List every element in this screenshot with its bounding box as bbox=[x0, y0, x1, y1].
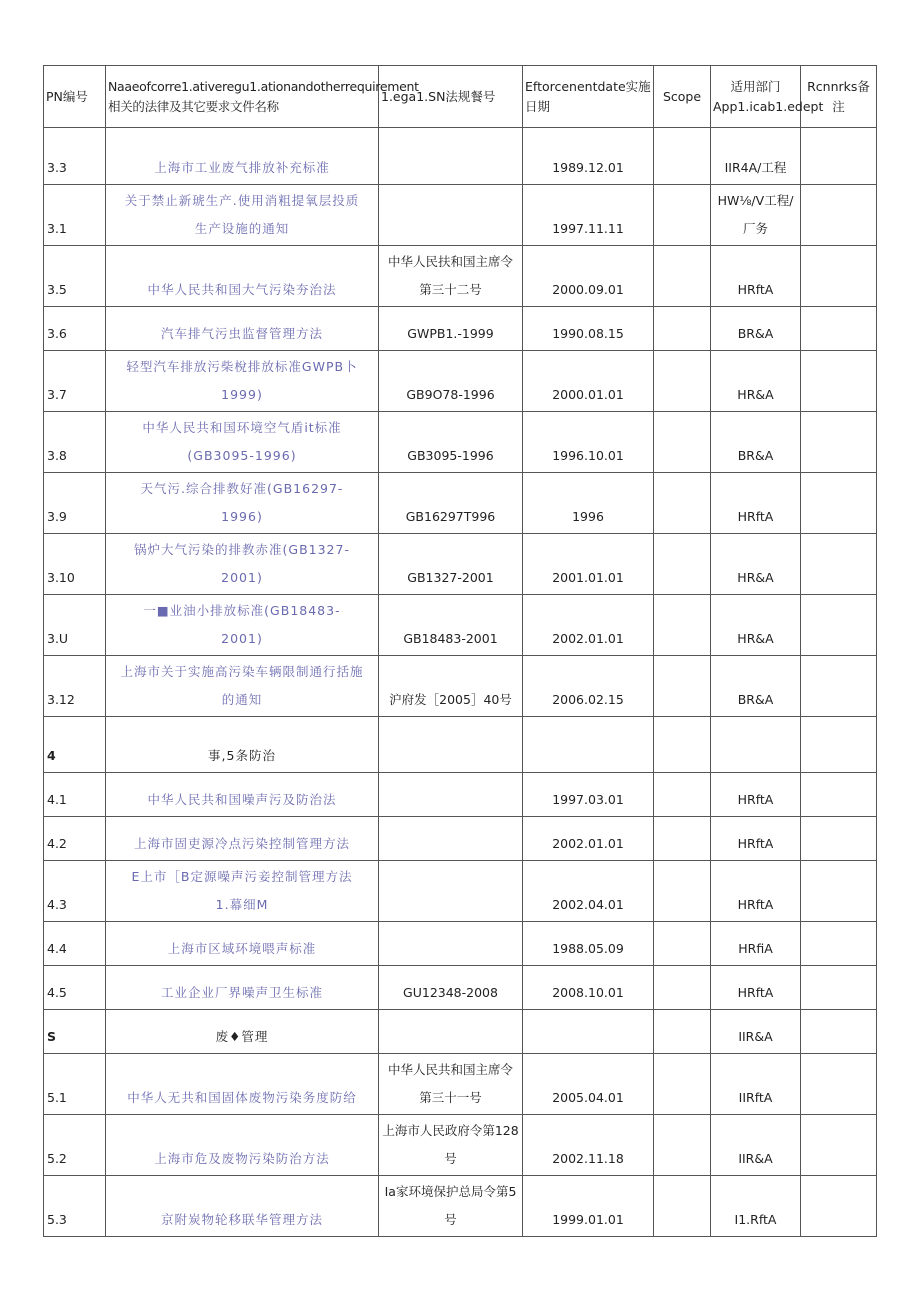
row-date-text: 1988.05.09 bbox=[552, 941, 624, 956]
row-dept bbox=[711, 966, 801, 1010]
table-row bbox=[44, 307, 877, 351]
row-dept-text: HRftA bbox=[737, 509, 774, 524]
header-remarks: Rcnnrks备注 bbox=[801, 66, 877, 128]
row-scope bbox=[654, 534, 711, 595]
row-name-text: 1996) bbox=[221, 509, 263, 524]
row-pn-text: 3.9 bbox=[47, 509, 67, 524]
row-remarks bbox=[801, 351, 877, 412]
row-remarks bbox=[801, 1010, 877, 1054]
row-name-text: 事,5条防治 bbox=[208, 748, 276, 763]
row-dept-text: HRftA bbox=[737, 836, 774, 851]
row-dept-text: IIRftA bbox=[738, 1090, 773, 1105]
row-pn-text: 5.3 bbox=[47, 1212, 67, 1227]
row-name-text: 1.幕细M bbox=[215, 897, 269, 912]
row-dept-text: HRftA bbox=[737, 985, 774, 1000]
table-body bbox=[44, 128, 877, 1237]
row-pn bbox=[44, 185, 106, 246]
row-scope bbox=[654, 817, 711, 861]
row-scope bbox=[654, 307, 711, 351]
table-row bbox=[44, 922, 877, 966]
row-date bbox=[523, 473, 654, 534]
row-date-text: 1997.03.01 bbox=[552, 792, 624, 807]
row-scope bbox=[654, 717, 711, 773]
row-legal bbox=[379, 717, 523, 773]
row-pn-text: 3.1 bbox=[47, 221, 67, 236]
row-date bbox=[523, 128, 654, 185]
row-date bbox=[523, 1115, 654, 1176]
row-pn-text: 4 bbox=[47, 748, 56, 763]
row-scope bbox=[654, 128, 711, 185]
row-name-text: 天气污.综合排教好准(GB16297- bbox=[140, 481, 344, 496]
row-pn-text: 4.1 bbox=[47, 792, 67, 807]
row-remarks bbox=[801, 246, 877, 307]
row-pn-text: 3.7 bbox=[47, 387, 67, 402]
table-row bbox=[44, 861, 877, 922]
row-dept-text: HRfiA bbox=[738, 941, 773, 956]
row-dept-text: I1.RftA bbox=[734, 1212, 777, 1227]
row-pn-text: 5.1 bbox=[47, 1090, 67, 1105]
row-dept bbox=[711, 773, 801, 817]
row-scope bbox=[654, 966, 711, 1010]
row-legal-text: 令第三十二号 bbox=[419, 254, 514, 297]
row-remarks bbox=[801, 656, 877, 717]
row-name-text: 2001) bbox=[221, 570, 263, 585]
row-legal bbox=[379, 656, 523, 717]
row-name bbox=[106, 1010, 379, 1054]
row-pn bbox=[44, 246, 106, 307]
table-row bbox=[44, 966, 877, 1010]
row-dept-text: HRftA bbox=[737, 792, 774, 807]
table-row bbox=[44, 246, 877, 307]
row-scope bbox=[654, 1054, 711, 1115]
row-legal-text: 中华人民扶和国主席 bbox=[387, 254, 501, 269]
row-pn bbox=[44, 128, 106, 185]
row-dept bbox=[711, 1010, 801, 1054]
row-date bbox=[523, 717, 654, 773]
table-row bbox=[44, 595, 877, 656]
row-legal bbox=[379, 1176, 523, 1237]
row-remarks bbox=[801, 128, 877, 185]
row-scope bbox=[654, 1115, 711, 1176]
table-row bbox=[44, 351, 877, 412]
row-dept bbox=[711, 246, 801, 307]
row-legal bbox=[379, 817, 523, 861]
row-pn bbox=[44, 534, 106, 595]
row-name-text: (GB3095-1996) bbox=[187, 448, 297, 463]
row-pn bbox=[44, 412, 106, 473]
row-date-text: 1989.12.01 bbox=[552, 160, 624, 175]
row-legal-text: 令第三十一号 bbox=[419, 1062, 514, 1105]
row-date-text: 2001.01.01 bbox=[552, 570, 624, 585]
row-name-text: 废♦管理 bbox=[215, 1029, 269, 1044]
row-date-text: 2002.01.01 bbox=[552, 631, 624, 646]
row-pn-text: 3.5 bbox=[47, 282, 67, 297]
row-name-text: 中华人民共和国环境空气盾it标准 bbox=[142, 420, 342, 435]
row-name bbox=[106, 1176, 379, 1237]
row-name bbox=[106, 817, 379, 861]
table-row bbox=[44, 128, 877, 185]
row-date bbox=[523, 595, 654, 656]
row-dept-text: HRftA bbox=[737, 282, 774, 297]
row-legal-text: GB18483-2001 bbox=[403, 631, 498, 646]
row-name bbox=[106, 473, 379, 534]
row-scope bbox=[654, 656, 711, 717]
row-date-text: 1996.10.01 bbox=[552, 448, 624, 463]
row-name bbox=[106, 128, 379, 185]
row-name-text: 上海市区域环境喂声标准 bbox=[167, 941, 317, 956]
row-dept bbox=[711, 595, 801, 656]
row-dept-text: HR&A bbox=[737, 570, 774, 585]
row-scope bbox=[654, 922, 711, 966]
row-remarks bbox=[801, 1054, 877, 1115]
row-legal bbox=[379, 1010, 523, 1054]
row-remarks bbox=[801, 922, 877, 966]
row-remarks bbox=[801, 185, 877, 246]
row-date-text: 2002.04.01 bbox=[552, 897, 624, 912]
row-name-text: 京附炭物轮移联华管理方法 bbox=[160, 1212, 323, 1227]
row-name bbox=[106, 1054, 379, 1115]
row-dept-text: HW⅛/V工程 bbox=[717, 193, 790, 208]
header-pn: PN编号 bbox=[44, 66, 106, 128]
row-dept-text: IIR&A bbox=[738, 1029, 773, 1044]
row-legal bbox=[379, 922, 523, 966]
row-remarks bbox=[801, 817, 877, 861]
row-pn bbox=[44, 351, 106, 412]
row-name bbox=[106, 185, 379, 246]
row-dept bbox=[711, 534, 801, 595]
row-pn bbox=[44, 1010, 106, 1054]
row-dept bbox=[711, 412, 801, 473]
row-scope bbox=[654, 1176, 711, 1237]
row-date-text: 1999.01.01 bbox=[552, 1212, 624, 1227]
row-dept-text: HR&A bbox=[737, 631, 774, 646]
table-row bbox=[44, 412, 877, 473]
row-name-text: 锅炉大气污染的排教赤准(GB1327- bbox=[134, 542, 350, 557]
row-remarks bbox=[801, 534, 877, 595]
row-name-text: 汽车排气污虫监督管理方法 bbox=[160, 326, 323, 341]
row-legal bbox=[379, 534, 523, 595]
header-legal: 1.ega1.SN法规餐号 bbox=[379, 66, 523, 128]
row-remarks bbox=[801, 773, 877, 817]
row-name-text: 关于禁止新琥生产.使用消粗提氧层投质 bbox=[124, 193, 360, 208]
row-legal bbox=[379, 351, 523, 412]
row-scope bbox=[654, 595, 711, 656]
regulations-table bbox=[43, 65, 877, 1237]
row-name bbox=[106, 1115, 379, 1176]
table-row bbox=[44, 773, 877, 817]
row-legal bbox=[379, 185, 523, 246]
row-date-text: 1990.08.15 bbox=[552, 326, 624, 341]
row-name-text: 轻型汽车排放污柴梲排放标准GWPB卜 bbox=[126, 359, 358, 374]
table-row bbox=[44, 185, 877, 246]
table-row bbox=[44, 817, 877, 861]
row-dept bbox=[711, 817, 801, 861]
row-pn-text: 4.2 bbox=[47, 836, 67, 851]
row-remarks bbox=[801, 473, 877, 534]
row-dept bbox=[711, 1115, 801, 1176]
row-pn-text: 4.5 bbox=[47, 985, 67, 1000]
row-legal bbox=[379, 412, 523, 473]
row-remarks bbox=[801, 861, 877, 922]
row-pn bbox=[44, 1115, 106, 1176]
row-date bbox=[523, 1054, 654, 1115]
row-dept-text: IIR4A/工程 bbox=[724, 160, 787, 175]
row-legal bbox=[379, 1115, 523, 1176]
row-legal-text: GB9O78-1996 bbox=[406, 387, 495, 402]
row-legal-text: GU12348-2008 bbox=[403, 985, 498, 1000]
row-remarks bbox=[801, 307, 877, 351]
table-row bbox=[44, 534, 877, 595]
row-legal bbox=[379, 773, 523, 817]
row-dept-text: HRftA bbox=[737, 897, 774, 912]
row-pn bbox=[44, 922, 106, 966]
row-date-text: 1997.11.11 bbox=[552, 221, 624, 236]
row-name bbox=[106, 773, 379, 817]
table-row bbox=[44, 1054, 877, 1115]
row-scope bbox=[654, 185, 711, 246]
row-name bbox=[106, 246, 379, 307]
row-name bbox=[106, 307, 379, 351]
row-date bbox=[523, 1176, 654, 1237]
row-date bbox=[523, 351, 654, 412]
row-name-text: 中华人民共和国大气污染夯治法 bbox=[147, 282, 337, 297]
row-name bbox=[106, 966, 379, 1010]
row-date bbox=[523, 773, 654, 817]
row-date-text: 2000.01.01 bbox=[552, 387, 624, 402]
row-date bbox=[523, 817, 654, 861]
row-scope bbox=[654, 351, 711, 412]
row-pn bbox=[44, 861, 106, 922]
row-name-text: 2001) bbox=[221, 631, 263, 646]
row-name-text: 中华人民共和国噪声污及防治法 bbox=[147, 792, 337, 807]
row-pn-text: 3.3 bbox=[47, 160, 67, 175]
row-date-text: 1996 bbox=[572, 509, 604, 524]
row-date bbox=[523, 966, 654, 1010]
row-pn bbox=[44, 717, 106, 773]
row-date bbox=[523, 1010, 654, 1054]
row-name-text: E上市［B定源噪声污妾控制管理方法 bbox=[131, 869, 353, 884]
row-dept bbox=[711, 861, 801, 922]
row-name-text: 生产设施的通知 bbox=[194, 221, 290, 236]
row-name bbox=[106, 717, 379, 773]
row-name-text: 上海市工业废气排放补充标准 bbox=[154, 160, 330, 175]
row-legal bbox=[379, 861, 523, 922]
row-dept bbox=[711, 1054, 801, 1115]
section-row bbox=[44, 1010, 877, 1054]
row-scope bbox=[654, 861, 711, 922]
row-legal bbox=[379, 473, 523, 534]
row-date bbox=[523, 861, 654, 922]
row-name-text: 一■业油小排放标准(GB18483- bbox=[143, 603, 341, 618]
row-name-text: 上海市关于实施高污染车辆限制通行括施 bbox=[120, 664, 364, 679]
row-legal-text: 沪府发［2005］40号 bbox=[389, 692, 512, 707]
table-row bbox=[44, 1115, 877, 1176]
row-dept-text: IIR&A bbox=[738, 1151, 773, 1166]
row-pn-text: 3.10 bbox=[47, 570, 75, 585]
row-scope bbox=[654, 412, 711, 473]
row-dept bbox=[711, 473, 801, 534]
row-remarks bbox=[801, 1176, 877, 1237]
row-pn-text: 3.6 bbox=[47, 326, 67, 341]
row-remarks bbox=[801, 1115, 877, 1176]
row-name bbox=[106, 412, 379, 473]
row-legal-text: Ia家环境保护总局令第 bbox=[384, 1184, 509, 1199]
row-date bbox=[523, 307, 654, 351]
row-pn-text: 5.2 bbox=[47, 1151, 67, 1166]
row-date-text: 2000.09.01 bbox=[552, 282, 624, 297]
row-name bbox=[106, 351, 379, 412]
row-pn bbox=[44, 656, 106, 717]
table-row bbox=[44, 473, 877, 534]
row-name bbox=[106, 534, 379, 595]
row-pn bbox=[44, 1054, 106, 1115]
row-dept-text: /厂务 bbox=[742, 193, 794, 236]
row-scope bbox=[654, 773, 711, 817]
row-remarks bbox=[801, 717, 877, 773]
row-name-text: 中华人无共和国固体废物污染务度防给 bbox=[127, 1090, 357, 1105]
row-date bbox=[523, 412, 654, 473]
row-name-text: 工业企业厂界噪声卫生标准 bbox=[160, 985, 323, 1000]
row-legal-text: 中华人民共和国主席 bbox=[387, 1062, 501, 1077]
row-name bbox=[106, 861, 379, 922]
row-legal bbox=[379, 128, 523, 185]
row-date-text: 2005.04.01 bbox=[552, 1090, 624, 1105]
row-dept bbox=[711, 307, 801, 351]
row-dept bbox=[711, 128, 801, 185]
row-pn-text: 3.12 bbox=[47, 692, 75, 707]
header-dept: 适用部门App1.icab1.edept bbox=[711, 66, 801, 128]
row-legal bbox=[379, 246, 523, 307]
header-date: Eftorcenentdate实施日期 bbox=[523, 66, 654, 128]
row-dept bbox=[711, 1176, 801, 1237]
row-legal-text: GB1327-2001 bbox=[407, 570, 494, 585]
row-legal bbox=[379, 966, 523, 1010]
row-legal bbox=[379, 1054, 523, 1115]
row-name bbox=[106, 922, 379, 966]
table-row bbox=[44, 656, 877, 717]
row-name-text: 上海市危及废物污染防治方法 bbox=[154, 1151, 330, 1166]
row-pn bbox=[44, 773, 106, 817]
row-pn bbox=[44, 817, 106, 861]
header-scope: Scope bbox=[654, 66, 711, 128]
row-legal bbox=[379, 307, 523, 351]
row-legal-text: GWPB1.-1999 bbox=[407, 326, 494, 341]
row-dept bbox=[711, 922, 801, 966]
row-legal-text: GB3095-1996 bbox=[407, 448, 494, 463]
row-remarks bbox=[801, 966, 877, 1010]
row-date-text: 2002.11.18 bbox=[552, 1151, 624, 1166]
row-pn bbox=[44, 966, 106, 1010]
row-pn-text: 4.3 bbox=[47, 897, 67, 912]
row-remarks bbox=[801, 412, 877, 473]
row-date bbox=[523, 922, 654, 966]
row-dept-text: HR&A bbox=[737, 387, 774, 402]
row-legal bbox=[379, 595, 523, 656]
row-legal-text: 5号 bbox=[444, 1184, 517, 1227]
row-date bbox=[523, 185, 654, 246]
row-pn bbox=[44, 473, 106, 534]
row-legal-text: 128号 bbox=[444, 1123, 519, 1166]
row-date bbox=[523, 534, 654, 595]
row-legal-text: GB16297T996 bbox=[405, 509, 496, 524]
row-dept bbox=[711, 656, 801, 717]
row-dept-text: BR&A bbox=[737, 692, 774, 707]
row-name bbox=[106, 656, 379, 717]
row-pn-text: S bbox=[47, 1029, 57, 1044]
row-pn-text: 3.8 bbox=[47, 448, 67, 463]
row-remarks bbox=[801, 595, 877, 656]
row-scope bbox=[654, 1010, 711, 1054]
section-row bbox=[44, 717, 877, 773]
row-dept-text: BR&A bbox=[737, 448, 774, 463]
row-dept bbox=[711, 351, 801, 412]
table-row bbox=[44, 1176, 877, 1237]
row-dept bbox=[711, 185, 801, 246]
row-pn bbox=[44, 1176, 106, 1237]
row-pn-text: 3.U bbox=[47, 631, 69, 646]
row-pn bbox=[44, 595, 106, 656]
row-date bbox=[523, 656, 654, 717]
row-date-text: 2002.01.01 bbox=[552, 836, 624, 851]
row-date bbox=[523, 246, 654, 307]
row-pn-text: 4.4 bbox=[47, 941, 67, 956]
row-name-text: 的通知 bbox=[221, 692, 263, 707]
header-name: Naaeofcorre1.ativeregu1.ationandotherrequirement相关的法律及其它要求文件名称 bbox=[106, 66, 379, 128]
row-dept-text: BR&A bbox=[737, 326, 774, 341]
row-name bbox=[106, 595, 379, 656]
row-scope bbox=[654, 246, 711, 307]
row-date-text: 2006.02.15 bbox=[552, 692, 624, 707]
row-name-text: 1999) bbox=[221, 387, 263, 402]
row-pn bbox=[44, 307, 106, 351]
header-row bbox=[44, 66, 877, 128]
row-date-text: 2008.10.01 bbox=[552, 985, 624, 1000]
row-scope bbox=[654, 473, 711, 534]
row-name-text: 上海市固吏源冷点污染控制管理方法 bbox=[133, 836, 350, 851]
row-dept bbox=[711, 717, 801, 773]
row-legal-text: 上海市人民政府令第 bbox=[382, 1123, 495, 1138]
